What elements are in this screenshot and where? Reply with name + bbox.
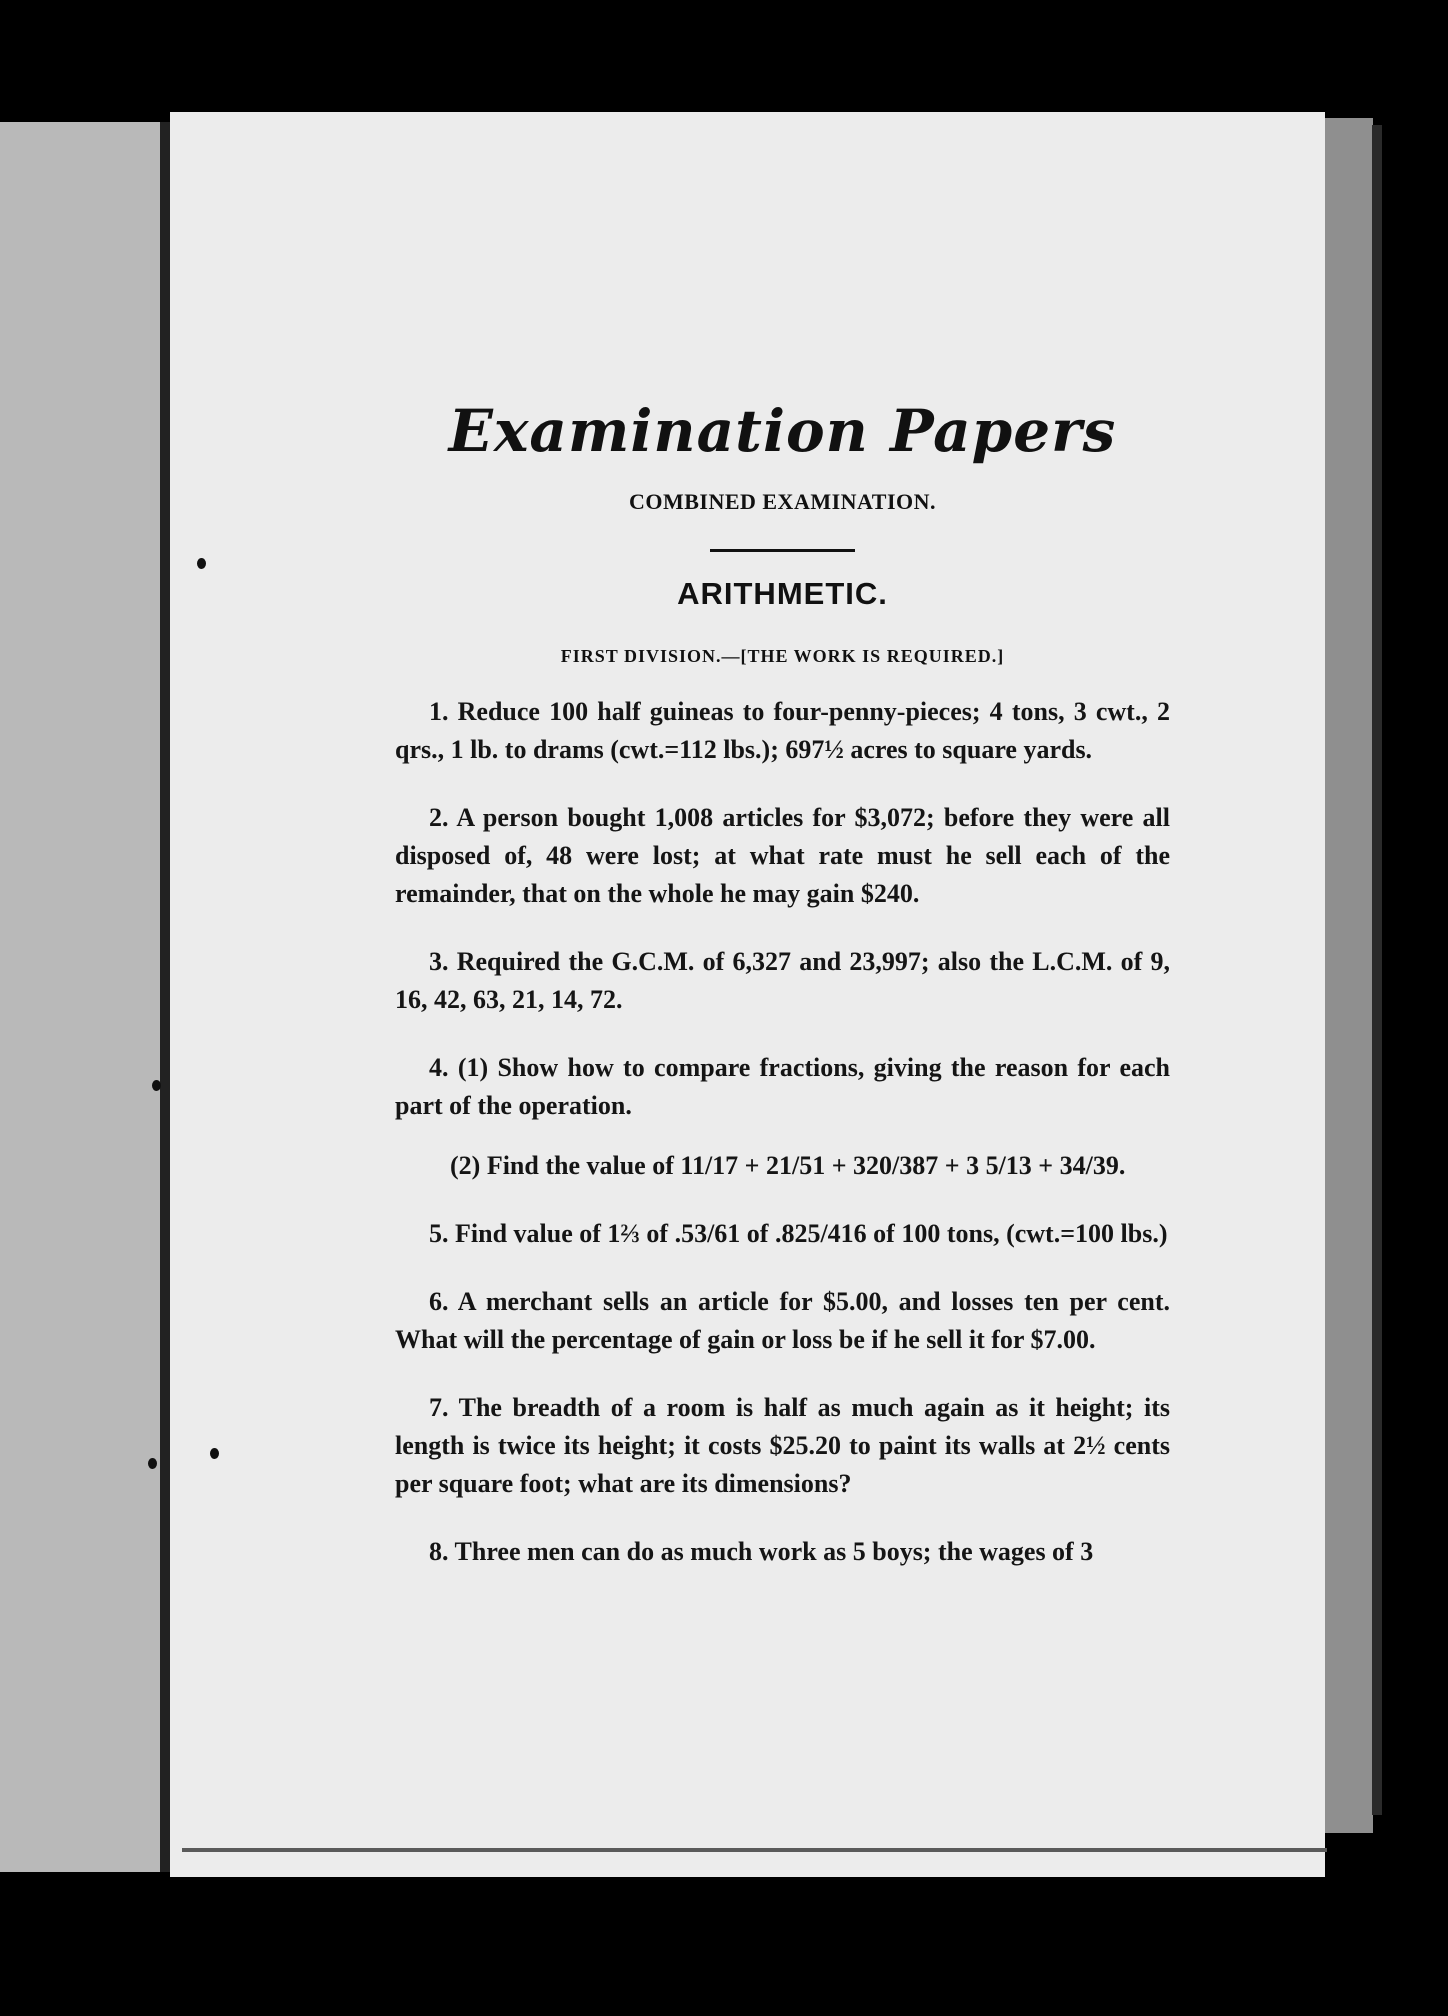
exam-subtitle: COMBINED EXAMINATION. [628,489,937,514]
question-4-part-2: (2) Find the value of 11/17 + 21/51 + 320/387 + 3 5/13 + 34/39. [450,1151,1126,1180]
subject-heading: ARITHMETIC. [677,576,888,611]
divider-rule [710,549,855,552]
question-2: 2. A person bought 1,008 articles for $3,072; before they were all disposed of, 48 were lost; at what rate must he sell each of the remainder, that on the whole he may gain $240. [395,803,1170,908]
ink-speck [152,1080,161,1091]
division-heading: FIRST DIVISION.—[THE WORK IS REQUIRED.] [560,646,1005,666]
question-6: 6. A merchant sells an article for $5.00, and losses ten per cent. What will the percentage of gain or loss be if he sell it for $7.00. [395,1287,1170,1354]
ink-speck [148,1458,157,1469]
page-edge-shadow [1372,125,1382,1815]
question-7: 7. The breadth of a room is half as much again as it height; its length is twice its height; it costs $25.20 to paint its walls at 2½ cents per square foot; what are its dimensions? [395,1393,1170,1498]
question-5: 5. Find value of 1⅔ of .53/61 of .825/416 of 100 tons, (cwt.=100 lbs.) [429,1219,1168,1248]
book-gutter [160,122,170,1872]
page-bottom-line [182,1848,1327,1852]
ink-speck [197,558,206,569]
page-title: Examination Papers [448,397,1117,465]
question-8: 8. Three men can do as much work as 5 boys; the wages of 3 [429,1537,1094,1566]
ink-speck [210,1448,219,1459]
question-1: 1. Reduce 100 half guineas to four-penny-pieces; 4 tons, 3 cwt., 2 qrs., 1 lb. to drams (cwt.=112 lbs.); 697½ acres to square yards. [395,697,1170,764]
left-facing-page [0,122,165,1872]
page-edge [1325,118,1373,1833]
question-list [395,693,1170,1571]
page-content [395,395,1170,1601]
question-3: 3. Required the G.C.M. of 6,327 and 23,997; also the L.C.M. of 9, 16, 42, 63, 21, 14, 72. [395,947,1170,1014]
question-4-part-1: 4. (1) Show how to compare fractions, giving the reason for each part of the operation. [395,1053,1170,1120]
